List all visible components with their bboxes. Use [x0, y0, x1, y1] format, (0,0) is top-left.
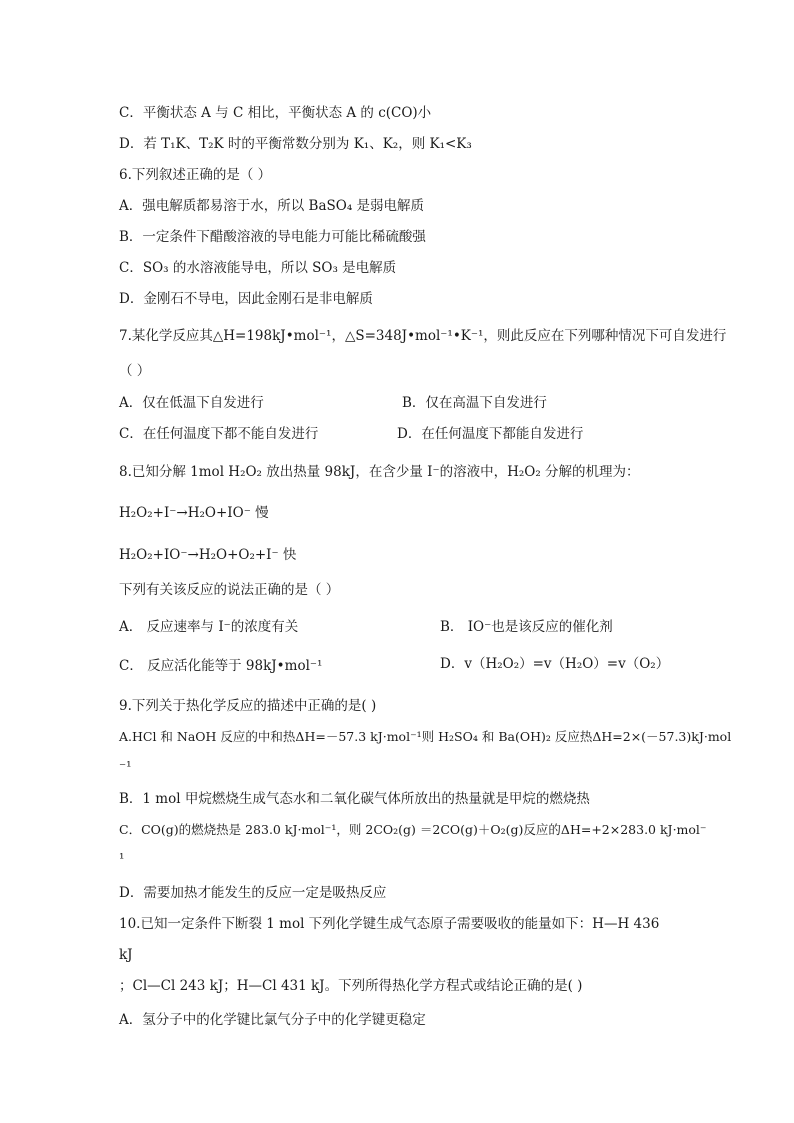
q7-stem: 7.某化学反应其△H=198kJ•mol⁻¹，△S=348J•mol⁻¹•K⁻¹，则此反应在下列哪种情况下可自发进行 [119, 328, 727, 344]
q6-stem: 6.下列叙述正确的是（ ） [119, 167, 272, 183]
q7-option-b: B．仅在高温下自发进行 [402, 395, 547, 411]
q6-option-d: D．金刚石不导电，因此金刚石是非电解质 [119, 291, 373, 307]
q10-option-a: A．氢分子中的化学键比氯气分子中的化学键更稳定 [119, 1012, 426, 1028]
q9-option-b: B．1 mol 甲烷燃烧生成气态水和二氧化碳气体所放出的热量就是甲烷的燃烧热 [119, 791, 590, 807]
q8-option-c: C． 反应活化能等于 98kJ•mol⁻¹ [119, 658, 323, 674]
q8-option-a: A． 反应速率与 I⁻的浓度有关 [119, 619, 299, 635]
q8-stem: 8.已知分解 1mol H₂O₂ 放出热量 98kJ，在含少量 I⁻的溶液中，H₂O₂ 分解的机理为： [119, 464, 640, 480]
q6-option-c: C．SO₃ 的水溶液能导电，所以 SO₃ 是电解质 [119, 260, 397, 276]
q6-option-a: A．强电解质都易溶于水，所以 BaSO₄ 是弱电解质 [119, 198, 425, 214]
q8-option-d: D．v（H₂O₂）=v（H₂O）=v（O₂） [440, 656, 670, 672]
q10-stem: 10.已知一定条件下断裂 1 mol 下列化学键生成气态原子需要吸收的能量如下：H—H 436 [119, 916, 660, 932]
q8-option-b: B． IO⁻也是该反应的催化剂 [440, 619, 613, 635]
q8-reaction-2: H₂O₂+IO⁻→H₂O+O₂+I⁻ 快 [119, 547, 297, 563]
q9-option-a-line2: ⁻¹ [119, 759, 132, 775]
q9-option-c-line2: ¹ [119, 851, 125, 867]
q8-question: 下列有关该反应的说法正确的是（ ） [119, 582, 340, 598]
q7-paren: （ ） [119, 363, 151, 379]
q9-stem: 9.下列关于热化学反应的描述中正确的是( ) [119, 698, 377, 714]
q10-stem-line3: ；Cl—Cl 243 kJ；H—Cl 431 kJ。下列所得热化学方程式或结论正确的是( ) [119, 978, 583, 994]
q7-option-c: C．在任何温度下都不能自发进行 [119, 426, 319, 442]
q6-option-b: B．一定条件下醋酸溶液的导电能力可能比稀硫酸强 [119, 229, 426, 245]
q7-option-a: A．仅在低温下自发进行 [119, 395, 264, 411]
q9-option-a-line1: A.HCl 和 NaOH 反应的中和热ΔH=－57.3 kJ·mol⁻¹则 H₂SO₄ 和 Ba(OH)₂ 反应热ΔH=2×(－57.3)kJ·mol [119, 729, 732, 744]
q8-reaction-1: H₂O₂+I⁻→H₂O+IO⁻ 慢 [119, 505, 269, 521]
q9-option-c-line1: C．CO(g)的燃烧热是 283.0 kJ·mol⁻¹，则 2CO₂(g) ＝2CO(g)＋O₂(g)反应的ΔH=+2×283.0 kJ·mol⁻ [119, 822, 707, 837]
q7-option-d: D．在任何温度下都能自发进行 [397, 426, 584, 442]
q10-stem-cont: kJ [119, 947, 133, 963]
q5-option-d: D．若 T₁K、T₂K 时的平衡常数分别为 K₁、K₂，则 K₁<K₃ [119, 136, 472, 152]
q5-option-c: C．平衡状态 A 与 C 相比，平衡状态 A 的 c(CO)小 [119, 105, 432, 121]
q9-option-d: D．需要加热才能发生的反应一定是吸热反应 [119, 885, 387, 901]
